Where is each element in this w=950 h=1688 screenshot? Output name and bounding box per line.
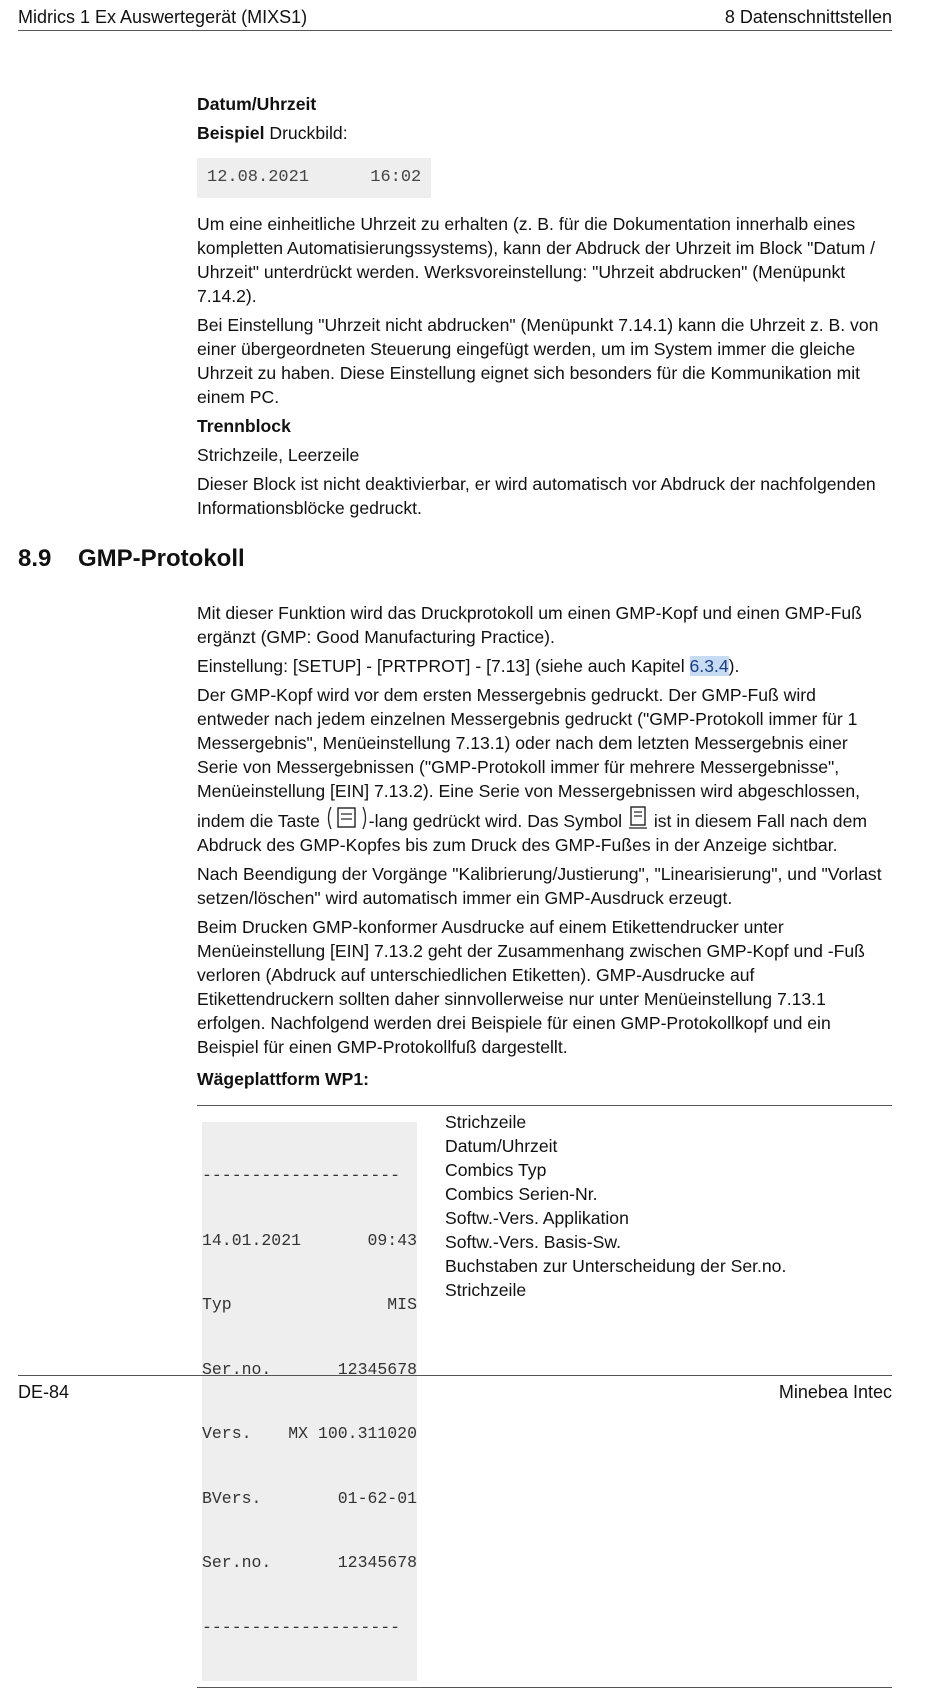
- print-time: 16:02: [370, 168, 422, 187]
- section-heading: [18, 545, 245, 573]
- main-content: [197, 92, 892, 1688]
- example-text: Druckbild:: [264, 123, 348, 143]
- date-print-example: [197, 158, 431, 198]
- printout-row: Ser.no. 12345678: [202, 1359, 417, 1379]
- trennblock-heading: Trennblock: [197, 416, 291, 436]
- gmp-key-text-2: -lang gedrückt wird. Das Symbol: [368, 811, 627, 831]
- header-chapter-title: 8 Datenschnittstellen: [724, 6, 892, 27]
- printout-row: Vers. MX 100.311020: [202, 1424, 417, 1443]
- page-footer: [18, 1375, 892, 1408]
- page-header: [18, 4, 892, 31]
- trennblock-line-2: Dieser Block ist nicht deaktivierbar, er wird automatisch vor Abdruck der nachfolgenden Informationsblöcke gedruckt.: [197, 474, 876, 518]
- gmp-paragraph-4: Nach Beendigung der Vorgänge "Kalibrierung/Justierung", "Linearisierung", und "Vorlast setzen/löschen" wird automatisch immer ein GMP-Ausdruck erzeugt.: [197, 864, 882, 908]
- gmp-paragraph-5: Beim Drucken GMP-konformer Ausdrucke auf einem Etikettendrucker unter Menüeinstellung [EIN] 7.13.2 geht der Zusammenhang zwischen GMP-Kopf und -Fuß verloren (Abdruck auf unterschiedlichen Etiketten). GMP-Ausdrucke auf Etikettendruckern sollten daher sinnvollerweise nur unter Menüeinstellung 7.13.1 erfolgen. Nachfolgend werden drei Beispiele für einen GMP-Protokollkopf und ein Beispiel für einen GMP-Protokollfuß dargestellt.: [197, 917, 865, 1057]
- example-label: Beispiel: [197, 123, 265, 143]
- trennblock-line-1: Strichzeile, Leerzeile: [197, 445, 360, 465]
- publisher-name: Minebea Intec: [778, 1381, 892, 1402]
- datum-heading: Datum/Uhrzeit: [197, 94, 317, 114]
- header-document-title: Midrics 1 Ex Auswertegerät (MIXS1): [18, 6, 308, 27]
- chapter-link[interactable]: 6.3.4: [689, 656, 729, 676]
- description-item: Softw.-Vers. Basis-Sw.: [445, 1232, 621, 1252]
- description-item: Strichzeile: [445, 1280, 527, 1300]
- print-symbol-icon: [627, 805, 649, 829]
- section-title: GMP-Protokoll: [78, 545, 245, 572]
- datum-paragraph-2: Bei Einstellung "Uhrzeit nicht abdrucken" (Menüpunkt 7.14.1) kann die Uhrzeit z. B. von einer übergeordneten Steuerung eingefügt werden, um im System immer die gleiche Uhrzeit zu haben. Diese Einstellung eignet sich besonders für die Kommunikation mit einem PC.: [197, 315, 879, 407]
- page-number: DE-84: [18, 1381, 70, 1402]
- description-item: Softw.-Vers. Applikation: [445, 1208, 629, 1228]
- printout-row: Ser.no. 12345678: [202, 1553, 417, 1572]
- gmp-key-text-3: ist in diesem Fall nach dem Abdruck des GMP-Kopfes bis zum Druck des GMP-Fußes in der Anzeige sichtbar.: [197, 811, 868, 855]
- gmp-paragraph-1: Mit dieser Funktion wird das Druckprotokoll um einen GMP-Kopf und einen GMP-Fuß ergänzt (GMP: Good Manufacturing Practice).: [197, 603, 862, 647]
- printout-row: BVers. 01-62-01: [202, 1488, 417, 1508]
- description-item: Buchstaben zur Unterscheidung der Ser.no.: [445, 1256, 787, 1276]
- gmp-paragraph-2: [197, 654, 892, 678]
- gmp-paragraph-3b: [197, 805, 892, 857]
- gmp-key-text-1: indem die Taste: [197, 811, 325, 831]
- section-number: 8.9: [18, 545, 52, 572]
- description-item: Combics Typ: [445, 1160, 547, 1180]
- datum-paragraph-1: Um eine einheitliche Uhrzeit zu erhalten (z. B. für die Dokumentation innerhalb eines kompletten Automatisierungssystems), kann der Abdruck der Uhrzeit im Block "Datum / Uhrzeit" unterdrückt werden. Werksvoreinstellung: "Uhrzeit abdrucken" (Menüpunkt 7.14.2).: [197, 214, 876, 306]
- printout-row: --------------------: [202, 1617, 401, 1637]
- printout-row: Typ MIS: [202, 1295, 417, 1314]
- platform-heading: Wägeplattform WP1:: [197, 1069, 370, 1089]
- printout-row: --------------------: [202, 1166, 401, 1185]
- description-item: Datum/Uhrzeit: [445, 1136, 558, 1156]
- description-item: Strichzeile: [445, 1112, 527, 1132]
- gmp-setting-text: Einstellung: [SETUP] - [PRTPROT] - [7.13] (siehe auch Kapitel: [197, 656, 690, 676]
- example-line: [197, 121, 892, 145]
- gmp-paragraph-3: Der GMP-Kopf wird vor dem ersten Messergebnis gedruckt. Der GMP-Fuß wird entweder nach jedem einzelnen Messergebnis gedruckt ("GMP-Protokoll immer für 1 Messergebnis", Menüeinstellung 7.13.1) oder nach dem letzten Messergebnis einer Serie von Messergebnissen ("GMP-Protokoll immer für mehrere Messergebnisse", Menüeinstellung [EIN] 7.13.2). Eine Serie von Messergebnissen wird abgeschlossen,: [197, 685, 861, 801]
- gmp-setting-end: ).: [728, 656, 740, 676]
- description-item: Combics Serien-Nr.: [445, 1184, 598, 1204]
- printout-row: 14.01.2021 09:43: [202, 1230, 417, 1250]
- print-date: 12.08.2021: [207, 168, 310, 187]
- print-key-icon: [325, 805, 369, 829]
